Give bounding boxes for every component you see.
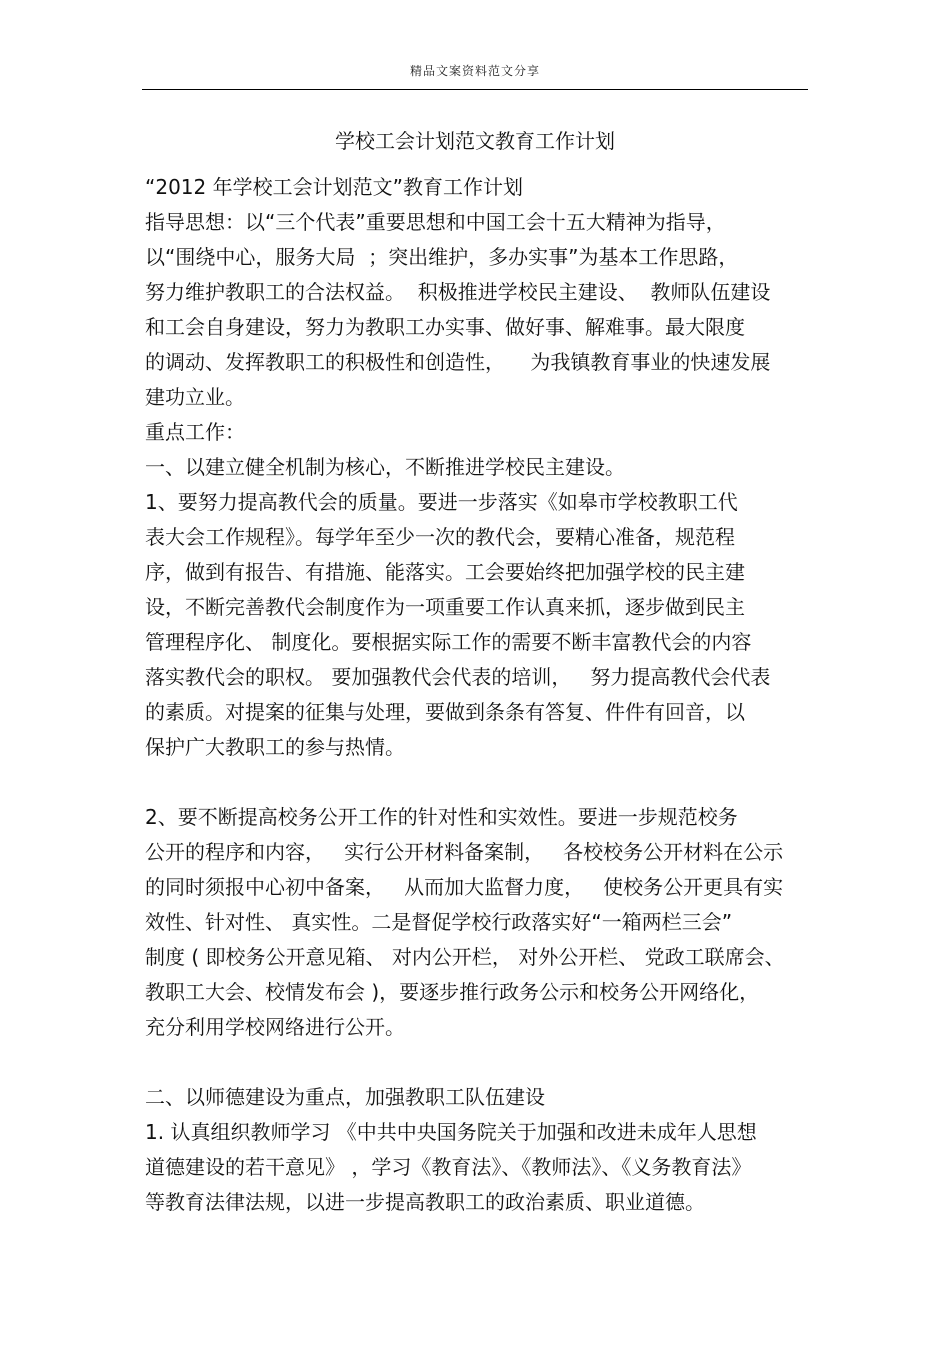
body-text-line: 落实教代会的职权。 要加强教代会代表的培训， 努力提高教代会代表 [145,665,771,689]
body-text-line: 1. 认真组织教师学习 《中共中央国务院关于加强和改进未成年人思想 [145,1120,757,1144]
body-text-line: 保护广大教职工的参与热情。 [145,735,405,759]
body-text-line: 的同时须报中心初中备案， 从而加大监督力度， 使校务公开更具有实 [145,875,784,899]
paragraph-gap [145,765,805,800]
body-text-line: 充分利用学校网络进行公开。 [145,1015,405,1039]
body-text-line: 公开的程序和内容， 实行公开材料备案制， 各校校务公开材料在公示 [145,840,784,864]
body-text-line: 努力维护教职工的合法权益。 积极推进学校民主建设、 教师队伍建设 [145,280,771,304]
page-header [0,0,950,92]
document-body [145,170,805,1220]
body-text-line: “2012 年学校工会计划范文”教育工作计划 [145,175,523,199]
body-text-line: 等教育法律法规，以进一步提高教职工的政治素质、职业道德。 [145,1190,705,1214]
body-text-line: 2、要不断提高校务公开工作的针对性和实效性。要进一步规范校务 [145,805,738,829]
body-text-line: 的调动、发挥教职工的积极性和创造性， 为我镇教育事业的快速发展 [145,350,771,374]
body-text-line: 设，不断完善教代会制度作为一项重要工作认真来抓，逐步做到民主 [145,595,745,619]
body-text-line: 二、以师德建设为重点，加强教职工队伍建设 [145,1085,545,1109]
body-text-line: 1、要努力提高教代会的质量。要进一步落实《如皋市学校教职工代 [145,490,738,514]
header-divider [142,89,808,90]
body-text-line: 的素质。对提案的征集与处理，要做到条条有答复、件件有回音，以 [145,700,745,724]
body-text-line: 道德建设的若干意见》 ，学习《教育法》、《教师法》、《义务教育法》 [145,1155,752,1179]
body-text-line: 效性、针对性、 真实性。二是督促学校行政落实好“一箱两栏三会” [145,910,733,934]
paragraph-gap [145,1045,805,1080]
body-text-line: 一、以建立健全机制为核心，不断推进学校民主建设。 [145,455,625,479]
body-text-line: 教职工大会、校情发布会 )，要逐步推行政务公示和校务公开网络化， [145,980,760,1004]
body-text-line: 重点工作： [145,420,245,444]
body-text-line: 序，做到有报告、有措施、能落实。工会要始终把加强学校的民主建 [145,560,745,584]
body-text-line: 和工会自身建设，努力为教职工办实事、做好事、解难事。最大限度 [145,315,745,339]
body-text-line: 以“围绕中心，服务大局 ；突出维护，多办实事”为基本工作思路， [145,245,739,269]
body-text-line: 建功立业。 [145,385,245,409]
document-title: 学校工会计划范文教育工作计划 [335,129,615,153]
body-text-line: 制度 ( 即校务公开意见箱、 对内公开栏， 对外公开栏、 党政工联席会、 [145,945,785,969]
body-text-line: 指导思想：以“三个代表”重要思想和中国工会十五大精神为指导， [145,210,726,234]
header-text: 精品文案资料范文分享 [409,64,540,78]
body-text-line: 表大会工作规程》。每学年至少一次的教代会，要精心准备，规范程 [145,525,735,549]
body-text-line: 管理程序化、 制度化。要根据实际工作的需要不断丰富教代会的内容 [145,630,752,654]
